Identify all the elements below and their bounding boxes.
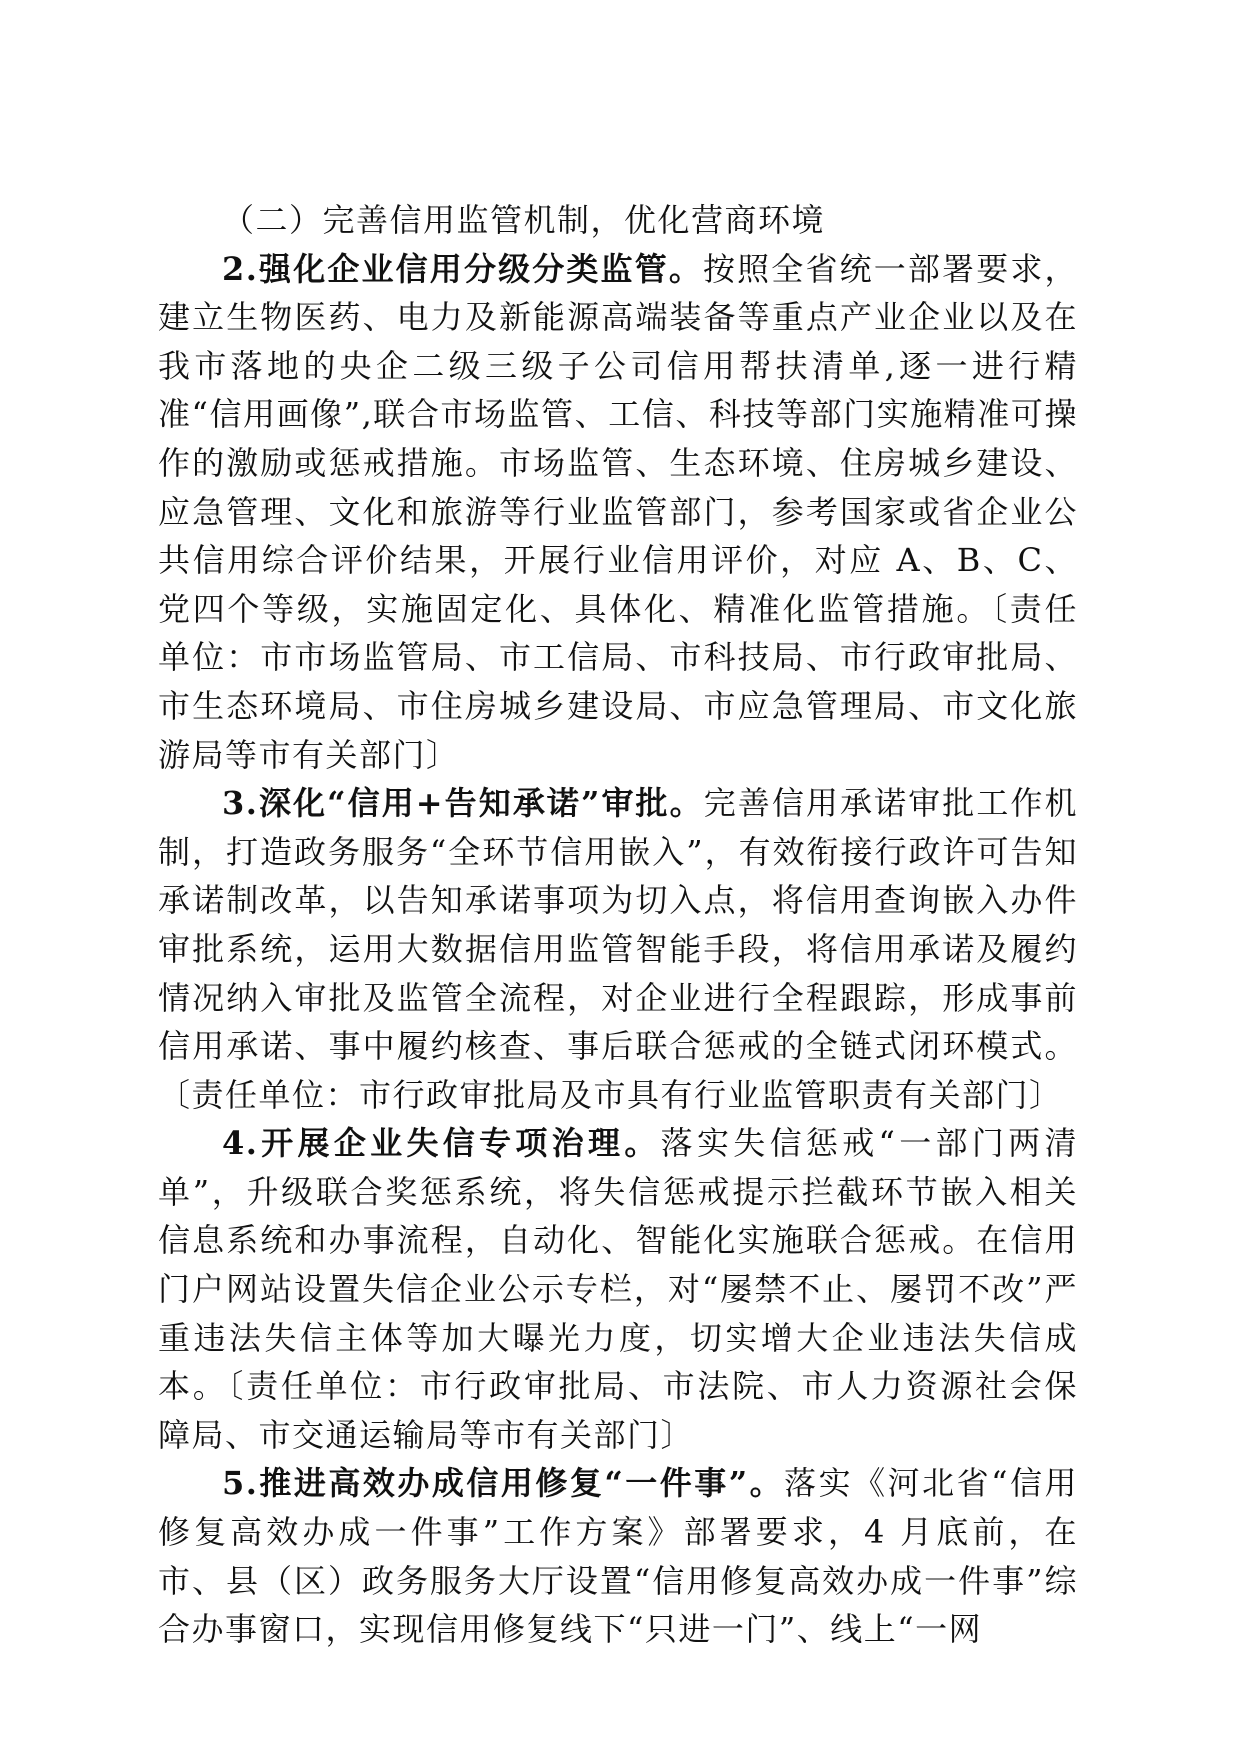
item-4-body: 落实失信惩戒“一部门两清单”，升级联合奖惩系统，将失信惩戒提示拦截环节嵌入相关信息系统和办事流程，自动化、智能化实施联合惩戒。在信用门户网站设置失信企业公示专栏，对“屡禁不止、屡罚不改”严重违法失信主体等加大曝光力度，切实增大企业违法失信成本。〔责任单位：市行政审批局、市法院、市人力资源社会保障局、市交通运输局等市有关部门〕: [158, 1124, 1078, 1454]
item-5-paragraph: [158, 1459, 1078, 1653]
item-3-body: 完善信用承诺审批工作机制，打造政务服务“全环节信用嵌入”，有效衔接行政许可告知承诺制改革，以告知承诺事项为切入点，将信用查询嵌入办件审批系统，运用大数据信用监管智能手段，将信用承诺及履约情况纳入审批及监管全流程，对企业进行全程跟踪，形成事前信用承诺、事中履约核查、事后联合惩戒的全链式闭环模式。〔责任单位：市行政审批局及市具有行业监管职责有关部门〕: [158, 784, 1078, 1114]
item-3-paragraph: [158, 779, 1078, 1119]
item-2-paragraph: [158, 245, 1078, 780]
section-heading: （二）完善信用监管机制，优化营商环境: [222, 201, 826, 239]
item-5-body: 落实《河北省“信用修复高效办成一件事”工作方案》部署要求，4 月底前，在市、县（区）政务服务大厅设置“信用修复高效办成一件事”综合办事窗口，实现信用修复线下“只进一门”、线上“一网: [158, 1464, 1078, 1649]
item-4-lead: 4.开展企业失信专项治理。: [222, 1124, 661, 1163]
item-2-body: 按照全省统一部署要求，建立生物医药、电力及新能源高端装备等重点产业企业以及在我市落地的央企二级三级子公司信用帮扶清单,逐一进行精准“信用画像”,联合市场监管、工信、科技等部门实施精准可操作的激励或惩戒措施。市场监管、生态环境、住房城乡建设、应急管理、文化和旅游等行业监管部门，参考国家或省企业公共信用综合评价结果，开展行业信用评价，对应 A、B、C、党四个等级，实施固定化、具体化、精准化监管措施。〔责任单位：市市场监管局、市工信局、市科技局、市行政审批局、市生态环境局、市住房城乡建设局、市应急管理局、市文化旅游局等市有关部门〕: [158, 249, 1078, 774]
item-5-lead: 5.推进高效办成信用修复“一件事”。: [222, 1464, 785, 1503]
item-4-paragraph: [158, 1119, 1078, 1459]
item-3-lead: 3.深化“信用+告知承诺”审批。: [222, 784, 704, 823]
document-body: [158, 196, 1078, 1654]
item-2-lead: 2.强化企业信用分级分类监管。: [222, 249, 703, 288]
